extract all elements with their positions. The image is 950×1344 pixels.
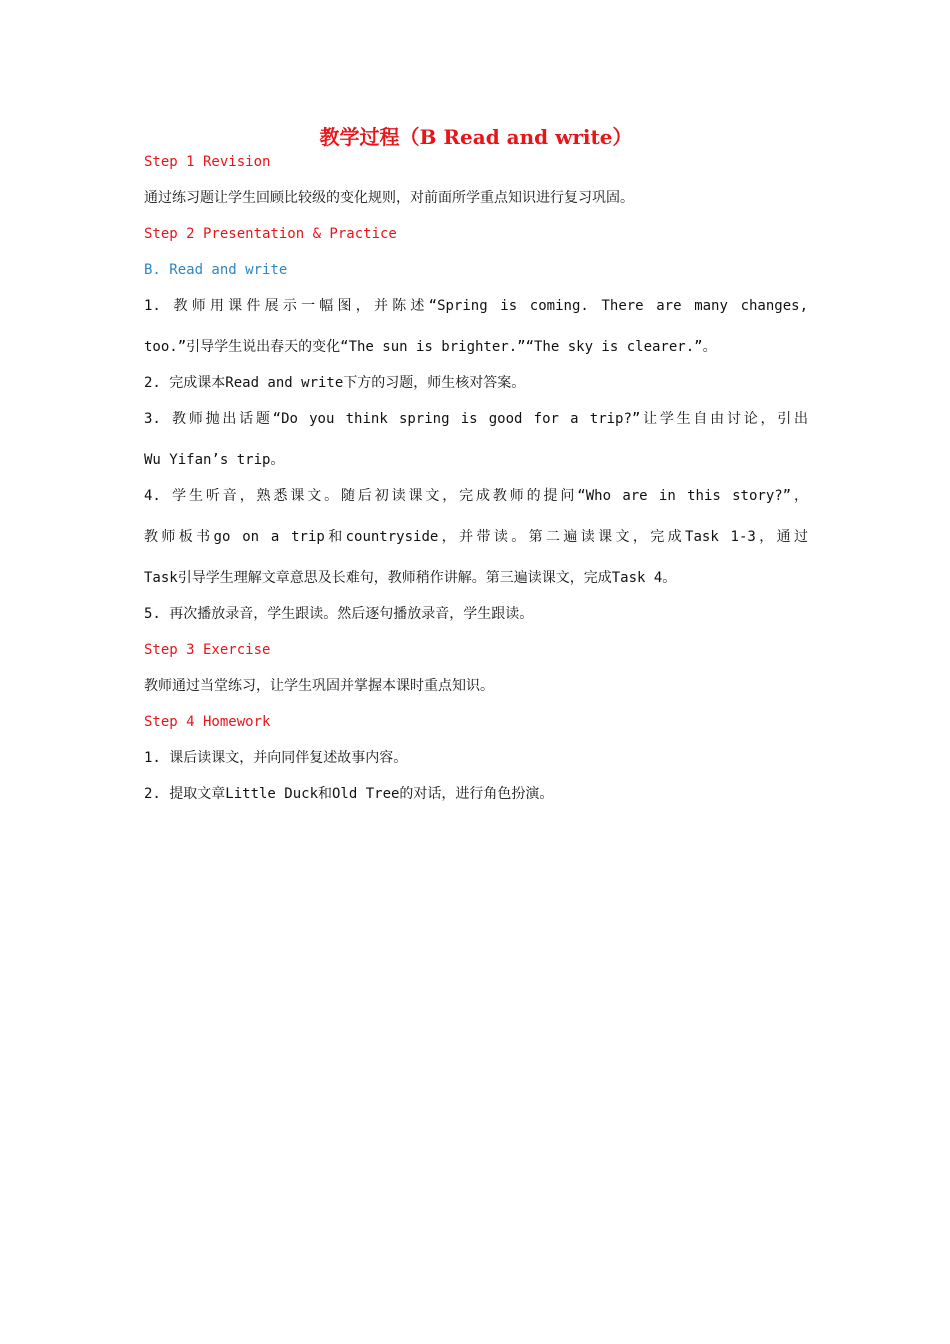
step3-heading: Step 3 Exercise [144, 642, 271, 658]
step1-heading: Step 1 Revision [144, 154, 271, 170]
step2-subheading: B. Read and write [144, 262, 288, 278]
step4-item-2: 2. 提取文章Little Duck和Old Tree的对话，进行角色扮演。 [144, 786, 554, 802]
step2-item-3-line-1: 3. 教师抛出话题“Do you think spring is good for a trip?”让学生自由讨论，引出 [144, 411, 808, 427]
step2-item-4-line-3: Task引导学生理解文章意思及长难句，教师稍作讲解。第三遍读课文，完成Task 4。 [144, 570, 677, 586]
page-title: 教学过程（B Read and write） [319, 125, 633, 149]
step2-item-2: 2. 完成课本Read and write下方的习题，师生核对答案。 [144, 375, 526, 391]
step2-item-1-line-1: 1. 教师用课件展示一幅图，并陈述“Spring is coming. There are many changes, [144, 298, 808, 314]
step2-item-3-line-2: Wu Yifan’s trip。 [144, 452, 285, 468]
step2-item-4-line-1: 4. 学生听音，熟悉课文。随后初读课文，完成教师的提问“Who are in this story?”， [144, 488, 808, 504]
step2-item-4-line-2: 教师板书go on a trip和countryside，并带读。第二遍读课文，完成Task 1-3，通过 [144, 529, 808, 545]
step2-item-5: 5. 再次播放录音，学生跟读。然后逐句播放录音，学生跟读。 [144, 606, 534, 622]
step3-text: 教师通过当堂练习，让学生巩固并掌握本课时重点知识。 [144, 678, 494, 694]
step2-heading: Step 2 Presentation & Practice [144, 226, 397, 242]
step4-item-1: 1. 课后读课文，并向同伴复述故事内容。 [144, 750, 408, 766]
step2-item-1-line-2: too.”引导学生说出春天的变化“The sun is brighter.”“The sky is clearer.”。 [144, 339, 717, 355]
step4-heading: Step 4 Homework [144, 714, 271, 730]
step1-text: 通过练习题让学生回顾比较级的变化规则，对前面所学重点知识进行复习巩固。 [144, 190, 634, 206]
